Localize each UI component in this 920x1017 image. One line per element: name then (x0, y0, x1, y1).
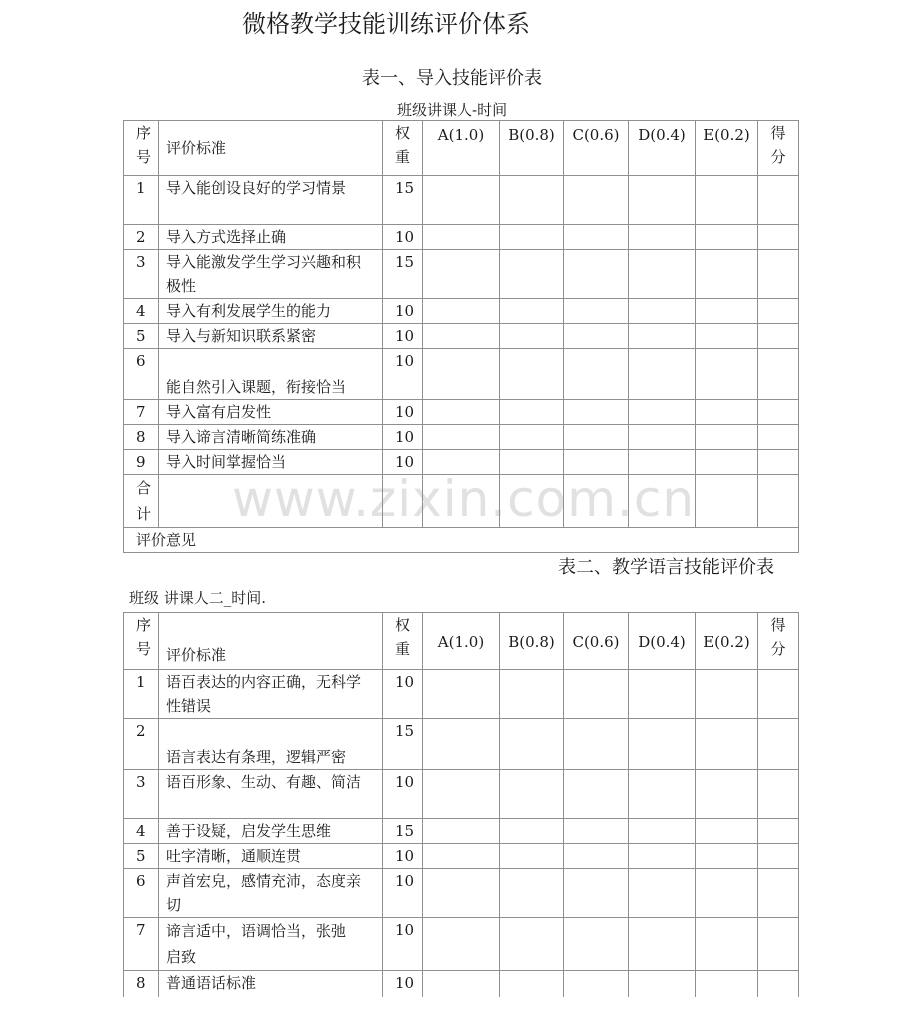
row-seq: 6 (124, 869, 159, 918)
grade-e-cell[interactable] (696, 770, 758, 819)
grade-a-cell[interactable] (423, 475, 500, 528)
table-row (124, 176, 799, 225)
grade-d-cell[interactable] (629, 250, 696, 299)
table1-meta: 班级讲课人-时间 (397, 101, 508, 119)
row-weight: 10 (383, 918, 423, 971)
grade-c-cell[interactable] (564, 299, 629, 324)
grade-b-cell[interactable] (500, 400, 564, 425)
watermark: www.zixin.com.cn (232, 470, 696, 528)
row-weight: 10 (383, 225, 423, 250)
row-criteria: 普通语话标准 (159, 971, 383, 997)
row-criteria: 语百形象、生动、有趣、简洁 (159, 770, 383, 819)
grade-c-cell[interactable] (564, 250, 629, 299)
header-seq: 序 号 (124, 613, 159, 670)
header-grade-e: E(0.2) (696, 121, 758, 176)
grade-d-cell[interactable] (629, 450, 696, 475)
row-criteria: 声首宏皃，感情充沛，态度亲 切 (159, 869, 383, 918)
grade-a-cell[interactable] (423, 819, 500, 844)
language-skill-table (123, 612, 799, 997)
row-weight: 15 (383, 176, 423, 225)
row-criteria: 能自然引入课题，衔接恰当 (159, 349, 383, 400)
row-criteria: 善于设疑，启发学生思维 (159, 819, 383, 844)
grade-e-cell[interactable] (696, 349, 758, 400)
grade-b-cell[interactable] (500, 425, 564, 450)
table-row (124, 425, 799, 450)
table2-header-row (124, 613, 799, 670)
grade-a-cell[interactable] (423, 670, 500, 719)
row-criteria: 导入能创设良好的学习情景 (159, 176, 383, 225)
header-grade-d: D(0.4) (629, 121, 696, 176)
header-score: 得 分 (758, 613, 799, 670)
grade-c-cell[interactable] (564, 670, 629, 719)
score-cell[interactable] (758, 475, 799, 528)
row-seq: 3 (124, 250, 159, 299)
grade-e-cell[interactable] (696, 324, 758, 349)
grade-d-cell[interactable] (629, 400, 696, 425)
grade-d-cell[interactable] (629, 425, 696, 450)
table-row (124, 400, 799, 425)
grade-b-cell[interactable] (500, 324, 564, 349)
grade-d-cell[interactable] (629, 176, 696, 225)
grade-e-cell[interactable] (696, 971, 758, 997)
grade-a-cell[interactable] (423, 425, 500, 450)
row-weight: 10 (383, 299, 423, 324)
header-criteria: 评价标准 (159, 613, 383, 670)
grade-c-cell[interactable] (564, 475, 629, 528)
grade-a-cell[interactable] (423, 869, 500, 918)
header-grade-b: B(0.8) (500, 121, 564, 176)
grade-d-cell[interactable] (629, 819, 696, 844)
grade-c-cell[interactable] (564, 869, 629, 918)
grade-c-cell[interactable] (564, 176, 629, 225)
grade-c-cell[interactable] (564, 844, 629, 869)
grade-e-cell[interactable] (696, 450, 758, 475)
row-seq: 8 (124, 425, 159, 450)
score-cell[interactable] (758, 770, 799, 819)
score-cell[interactable] (758, 719, 799, 770)
header-grade-c: C(0.6) (564, 121, 629, 176)
table-row (124, 324, 799, 349)
table-row (124, 225, 799, 250)
row-criteria: 谛言适中，语调恰当，张弛 启致 (159, 918, 383, 971)
grade-d-cell[interactable] (629, 349, 696, 400)
row-weight: 10 (383, 349, 423, 400)
row-seq: 4 (124, 819, 159, 844)
table-row (124, 869, 799, 918)
grade-c-cell[interactable] (564, 349, 629, 400)
grade-a-cell[interactable] (423, 770, 500, 819)
row-weight: 10 (383, 670, 423, 719)
score-cell[interactable] (758, 918, 799, 971)
grade-a-cell[interactable] (423, 349, 500, 400)
table-row (124, 770, 799, 819)
row-weight: 10 (383, 869, 423, 918)
header-weight: 权 重 (383, 121, 423, 176)
opinion-cell[interactable]: 评价意见 (124, 528, 799, 553)
grade-e-cell[interactable] (696, 475, 758, 528)
row-seq: 5 (124, 844, 159, 869)
score-cell[interactable] (758, 176, 799, 225)
table-row (124, 299, 799, 324)
grade-b-cell[interactable] (500, 225, 564, 250)
row-weight: 10 (383, 844, 423, 869)
row-criteria: 吐字清晰，通顺连贯 (159, 844, 383, 869)
row-seq: 8 (124, 971, 159, 997)
import-skill-table (123, 120, 799, 553)
score-cell[interactable] (758, 869, 799, 918)
row-criteria: 导入谛言清晰简练准确 (159, 425, 383, 450)
grade-b-cell[interactable] (500, 971, 564, 997)
header-seq: 序 号 (124, 121, 159, 176)
total-criteria-cell (159, 475, 383, 528)
grade-c-cell[interactable] (564, 770, 629, 819)
grade-b-cell[interactable] (500, 475, 564, 528)
row-seq: 5 (124, 324, 159, 349)
row-weight: 10 (383, 425, 423, 450)
score-cell[interactable] (758, 299, 799, 324)
row-criteria: 语百表达的内容正确，无科学 性错误 (159, 670, 383, 719)
grade-d-cell[interactable] (629, 971, 696, 997)
row-criteria: 语言表达有条理，逻辑严密 (159, 719, 383, 770)
table-row (124, 719, 799, 770)
grade-b-cell[interactable] (500, 918, 564, 971)
table-row (124, 844, 799, 869)
grade-e-cell[interactable] (696, 250, 758, 299)
grade-c-cell[interactable] (564, 324, 629, 349)
grade-e-cell[interactable] (696, 844, 758, 869)
grade-b-cell[interactable] (500, 450, 564, 475)
row-seq: 1 (124, 670, 159, 719)
grade-d-cell[interactable] (629, 324, 696, 349)
row-weight: 10 (383, 971, 423, 997)
header-score: 得 分 (758, 121, 799, 176)
header-grade-d: D(0.4) (629, 613, 696, 670)
grade-c-cell[interactable] (564, 225, 629, 250)
grade-e-cell[interactable] (696, 176, 758, 225)
row-seq: 9 (124, 450, 159, 475)
grade-d-cell[interactable] (629, 770, 696, 819)
row-weight: 10 (383, 400, 423, 425)
row-seq: 1 (124, 176, 159, 225)
row-weight: 10 (383, 770, 423, 819)
table-row (124, 971, 799, 997)
grade-e-cell[interactable] (696, 400, 758, 425)
score-cell[interactable] (758, 349, 799, 400)
header-weight: 权 重 (383, 613, 423, 670)
grade-a-cell[interactable] (423, 918, 500, 971)
grade-e-cell[interactable] (696, 918, 758, 971)
score-cell[interactable] (758, 324, 799, 349)
row-weight: 10 (383, 324, 423, 349)
row-weight: 10 (383, 450, 423, 475)
row-seq: 7 (124, 918, 159, 971)
grade-a-cell[interactable] (423, 971, 500, 997)
grade-e-cell[interactable] (696, 299, 758, 324)
row-criteria: 导入方式选择止确 (159, 225, 383, 250)
table1-header-row (124, 121, 799, 176)
grade-d-cell[interactable] (629, 670, 696, 719)
grade-d-cell[interactable] (629, 918, 696, 971)
row-criteria: 导入能激发学生学习兴趣和积 极性 (159, 250, 383, 299)
score-cell[interactable] (758, 225, 799, 250)
score-cell[interactable] (758, 425, 799, 450)
grade-d-cell[interactable] (629, 475, 696, 528)
table-row (124, 670, 799, 719)
table1-total-row (124, 475, 799, 528)
row-criteria: 导入富有启发性 (159, 400, 383, 425)
grade-c-cell[interactable] (564, 819, 629, 844)
row-seq: 2 (124, 719, 159, 770)
grade-e-cell[interactable] (696, 819, 758, 844)
grade-b-cell[interactable] (500, 250, 564, 299)
row-weight: 15 (383, 719, 423, 770)
header-grade-a: A(1.0) (423, 121, 500, 176)
grade-d-cell[interactable] (629, 719, 696, 770)
grade-e-cell[interactable] (696, 670, 758, 719)
grade-b-cell[interactable] (500, 869, 564, 918)
grade-c-cell[interactable] (564, 719, 629, 770)
grade-c-cell[interactable] (564, 450, 629, 475)
grade-b-cell[interactable] (500, 719, 564, 770)
grade-e-cell[interactable] (696, 425, 758, 450)
grade-d-cell[interactable] (629, 225, 696, 250)
score-cell[interactable] (758, 844, 799, 869)
grade-a-cell[interactable] (423, 844, 500, 869)
grade-b-cell[interactable] (500, 349, 564, 400)
row-seq: 3 (124, 770, 159, 819)
grade-b-cell[interactable] (500, 299, 564, 324)
table2-meta: 班级 讲课人二_时间. (129, 589, 267, 607)
row-weight: 15 (383, 819, 423, 844)
row-weight: 15 (383, 250, 423, 299)
row-seq: 2 (124, 225, 159, 250)
grade-d-cell[interactable] (629, 869, 696, 918)
table-row (124, 819, 799, 844)
table-row (124, 250, 799, 299)
header-grade-c: C(0.6) (564, 613, 629, 670)
row-seq: 7 (124, 400, 159, 425)
row-criteria: 导入时间掌握恰当 (159, 450, 383, 475)
table2-caption: 表二、教学语言技能评价表 (558, 557, 774, 578)
grade-a-cell[interactable] (423, 250, 500, 299)
grade-b-cell[interactable] (500, 176, 564, 225)
row-criteria: 导入与新知识联系紧密 (159, 324, 383, 349)
total-label: 合 计 (124, 475, 159, 528)
score-cell[interactable] (758, 971, 799, 997)
grade-a-cell[interactable] (423, 176, 500, 225)
score-cell[interactable] (758, 450, 799, 475)
grade-b-cell[interactable] (500, 770, 564, 819)
grade-c-cell[interactable] (564, 971, 629, 997)
grade-a-cell[interactable] (423, 225, 500, 250)
grade-c-cell[interactable] (564, 918, 629, 971)
score-cell[interactable] (758, 250, 799, 299)
score-cell[interactable] (758, 819, 799, 844)
grade-c-cell[interactable] (564, 425, 629, 450)
grade-a-cell[interactable] (423, 400, 500, 425)
grade-a-cell[interactable] (423, 299, 500, 324)
header-criteria: 评价标准 (159, 121, 383, 176)
row-seq: 4 (124, 299, 159, 324)
header-grade-b: B(0.8) (500, 613, 564, 670)
grade-e-cell[interactable] (696, 869, 758, 918)
table-row (124, 450, 799, 475)
score-cell[interactable] (758, 670, 799, 719)
grade-b-cell[interactable] (500, 670, 564, 719)
row-seq: 6 (124, 349, 159, 400)
table-row (124, 918, 799, 971)
grade-a-cell[interactable] (423, 324, 500, 349)
total-weight-cell[interactable] (383, 475, 423, 528)
grade-b-cell[interactable] (500, 844, 564, 869)
grade-a-cell[interactable] (423, 450, 500, 475)
header-grade-e: E(0.2) (696, 613, 758, 670)
header-grade-a: A(1.0) (423, 613, 500, 670)
grade-b-cell[interactable] (500, 819, 564, 844)
table1-caption: 表一、导入技能评价表 (362, 68, 542, 89)
table1-opinion-row (124, 528, 799, 553)
grade-e-cell[interactable] (696, 719, 758, 770)
grade-c-cell[interactable] (564, 400, 629, 425)
grade-e-cell[interactable] (696, 225, 758, 250)
grade-a-cell[interactable] (423, 719, 500, 770)
row-criteria: 导入有利发展学生的能力 (159, 299, 383, 324)
table-row (124, 349, 799, 400)
grade-d-cell[interactable] (629, 299, 696, 324)
document-title: 微格教学技能训练评价体系 (242, 10, 530, 38)
grade-d-cell[interactable] (629, 844, 696, 869)
score-cell[interactable] (758, 400, 799, 425)
